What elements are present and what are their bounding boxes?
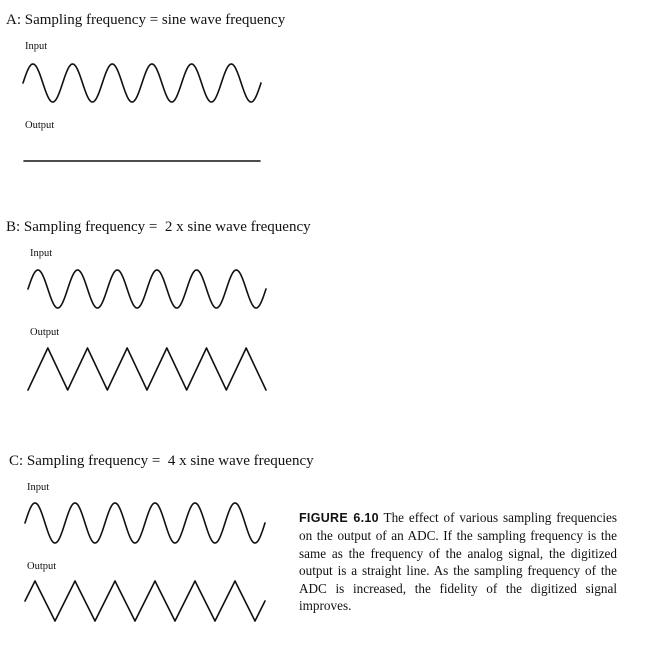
panel-c-heading: C: Sampling frequency = 4 x sine wave frequency bbox=[9, 453, 314, 469]
figure-caption bbox=[299, 509, 617, 614]
caption-text: The effect of various sampling frequencies on the output of an ADC. If the sampling frequency is the same as the frequency of the analog signal, the digitized output is a straight line. As the sampling frequency of the ADC is increased, the fidelity of the digitized signal improves. bbox=[299, 510, 617, 614]
panel-b-output-triangle bbox=[28, 348, 266, 390]
panel-c-input-label: Input bbox=[27, 482, 50, 493]
panel-a-input-sine bbox=[23, 64, 261, 102]
panel-c-output-label: Output bbox=[27, 561, 57, 572]
panel-a-input-wave bbox=[22, 62, 262, 104]
panel-b-output-wave bbox=[27, 346, 269, 392]
panel-b-heading: B: Sampling frequency = 2 x sine wave frequency bbox=[6, 219, 311, 235]
panel-c-output-wave bbox=[24, 578, 268, 624]
panel-b-input-sine bbox=[28, 270, 266, 308]
panel-a-input-label: Input bbox=[25, 41, 48, 52]
figure-label: FIGURE 6.10 bbox=[299, 511, 379, 525]
panel-c-input-wave bbox=[24, 500, 268, 546]
panel-c-input-sine bbox=[25, 503, 265, 543]
panel-c-output-coarse-sine bbox=[25, 581, 265, 621]
panel-b-input-label: Input bbox=[30, 248, 53, 259]
panel-a-heading: A: Sampling frequency = sine wave frequency bbox=[6, 12, 286, 28]
panel-b-input-wave bbox=[27, 268, 269, 310]
panel-a-output-wave bbox=[24, 158, 262, 164]
panel-a-output-label: Output bbox=[25, 120, 55, 131]
panel-b-output-label: Output bbox=[30, 327, 60, 338]
